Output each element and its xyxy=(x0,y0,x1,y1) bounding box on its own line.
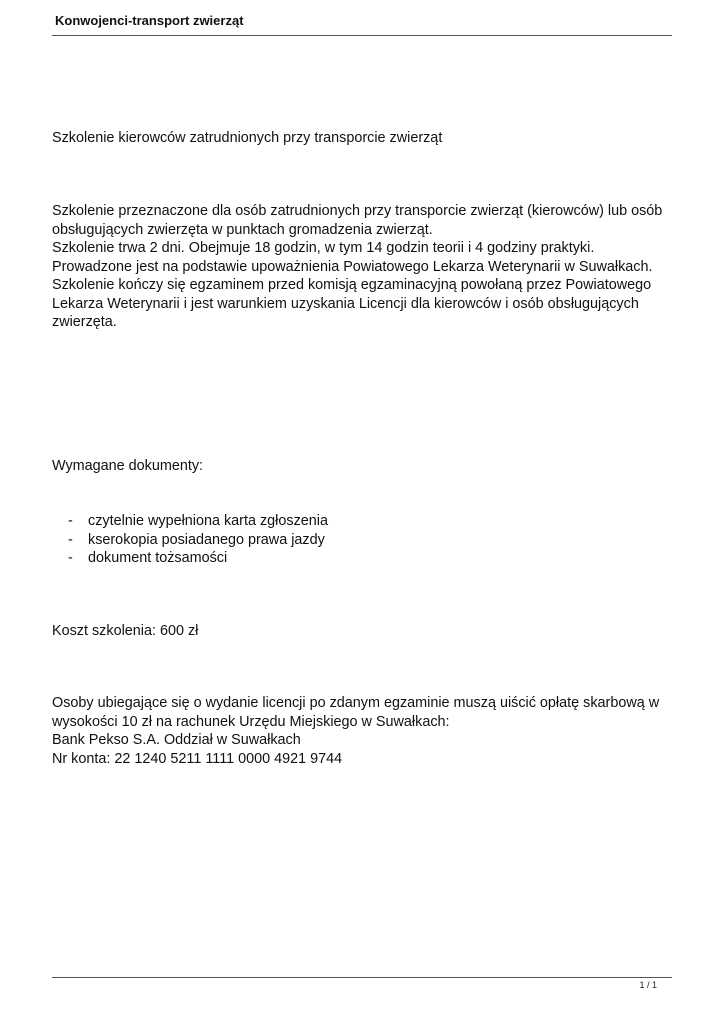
footer-divider xyxy=(52,977,672,978)
list-item-text: dokument tożsamości xyxy=(88,550,228,566)
document-subtitle: Szkolenie kierowców zatrudnionych przy transporcie zwierząt xyxy=(52,130,443,146)
header-divider xyxy=(52,35,672,36)
list-item xyxy=(68,549,328,568)
page-number: 1 / 1 xyxy=(639,980,657,990)
fee-line: Osoby ubiegające się o wydanie licencji po zdanym egzaminie muszą uiścić opłatę skarbową w xyxy=(52,695,660,711)
list-bullet: - xyxy=(68,550,73,566)
description-line: zwierzęta. xyxy=(52,314,117,330)
list-bullet: - xyxy=(68,513,73,529)
list-bullet: - xyxy=(68,531,73,548)
fee-line: Bank Pekso S.A. Oddział w Suwałkach xyxy=(52,732,301,748)
training-description xyxy=(52,202,677,332)
required-documents-heading: Wymagane dokumenty: xyxy=(52,458,204,474)
fee-line: wysokości 10 zł na rachunek Urzędu Miejskiego w Suwałkach: xyxy=(52,713,450,730)
license-fee-info xyxy=(52,694,677,768)
list-item-text: czytelnie wypełniona karta zgłoszenia xyxy=(88,513,328,529)
description-line: Lekarza Weterynarii i jest warunkiem uzyskania Licencji dla kierowców i osób obsługujących xyxy=(52,295,639,312)
training-cost: Koszt szkolenia: 600 zł xyxy=(52,623,199,639)
required-documents-list xyxy=(68,512,328,568)
page-header-title: Konwojenci-transport zwierząt xyxy=(55,13,244,28)
list-item-text: kserokopia posiadanego prawa jazdy xyxy=(88,531,325,548)
description-line: Szkolenie przeznaczone dla osób zatrudnionych przy transporcie zwierząt (kierowców) lub osób xyxy=(52,203,663,219)
description-line: Prowadzone jest na podstawie upoważnienia Powiatowego Lekarza Weterynarii w Suwałkach. xyxy=(52,258,653,275)
list-item xyxy=(68,512,328,531)
fee-line: Nr konta: 22 1240 5211 1111 0000 4921 9744 xyxy=(52,750,343,767)
description-line: Szkolenie kończy się egzaminem przed komisją egzaminacyjną powołaną przez Powiatowego xyxy=(52,277,652,293)
list-item xyxy=(68,531,328,550)
description-line: Szkolenie trwa 2 dni. Obejmuje 18 godzin, w tym 14 godzin teorii i 4 godziny praktyki. xyxy=(52,240,595,256)
description-line: obsługujących zwierzęta w punktach gromadzenia zwierząt. xyxy=(52,221,433,238)
